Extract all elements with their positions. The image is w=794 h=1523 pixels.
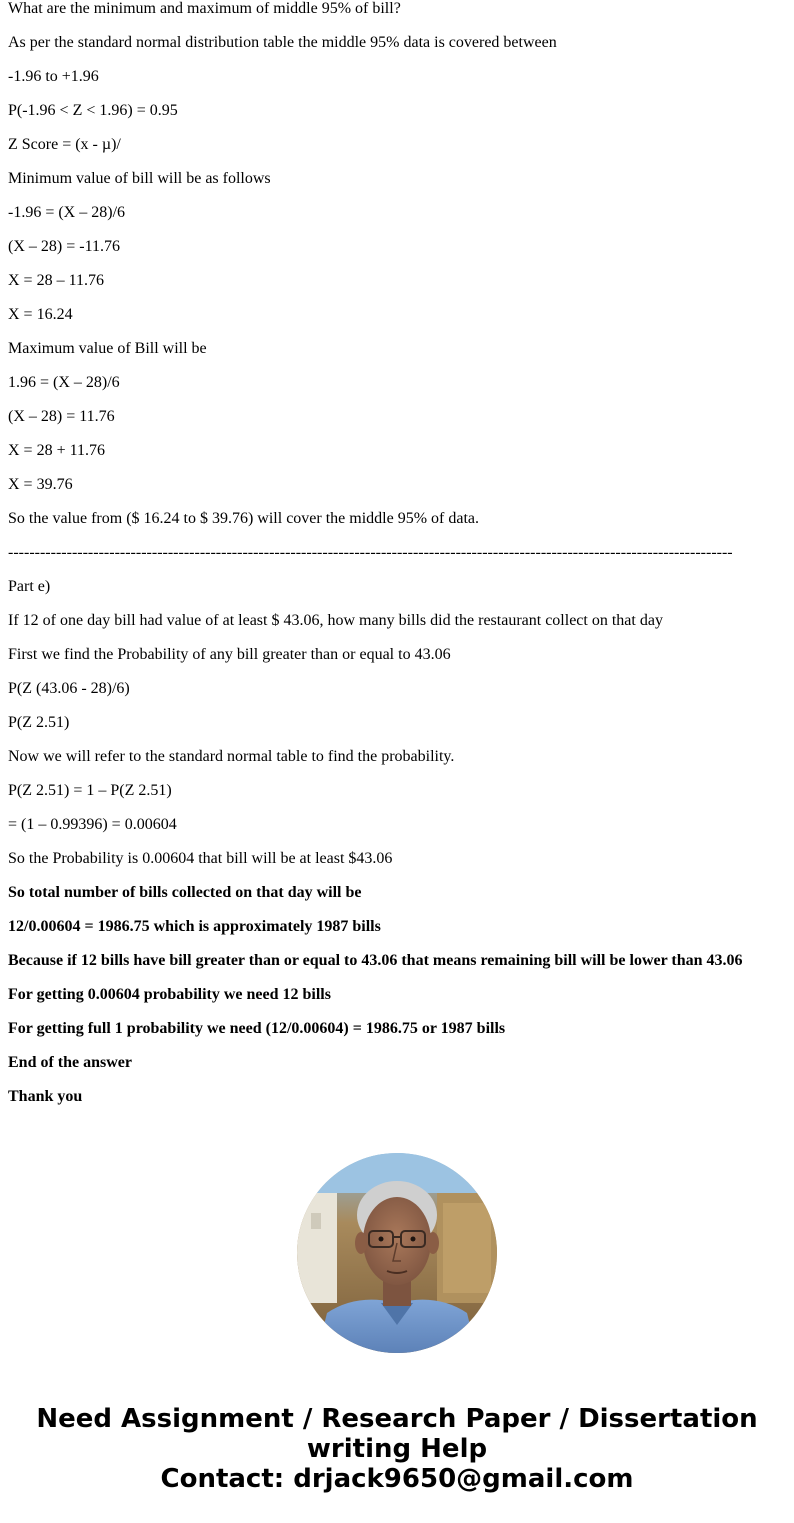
banner-headline: Need Assignment / Research Paper / Dissertation: [36, 1404, 758, 1434]
bold-text-line: 12/0.00604 = 1986.75 which is approximately 1987 bills: [8, 918, 381, 935]
author-photo: [297, 1153, 497, 1353]
divider-line: ----------------------------------------------------------------------------------------------------------------------------------------: [8, 544, 733, 561]
text-line: P(Z 2.51): [8, 714, 70, 731]
question-line: What are the minimum and maximum of middle 95% of bill?: [8, 0, 401, 17]
section-heading: Part e): [8, 578, 51, 595]
text-line: Minimum value of bill will be as follows: [8, 170, 271, 187]
text-line: If 12 of one day bill had value of at least $ 43.06, how many bills did the restaurant collect on that day: [8, 612, 663, 629]
text-line: 1.96 = (X – 28)/6: [8, 374, 120, 391]
text-line: P(-1.96 < Z < 1.96) = 0.95: [8, 102, 178, 119]
text-line: -1.96 to +1.96: [8, 68, 99, 85]
contact-banner: [0, 1404, 794, 1494]
text-line: -1.96 = (X – 28)/6: [8, 204, 126, 221]
text-line: As per the standard normal distribution table the middle 95% data is covered between: [8, 34, 557, 51]
text-line: P(Z 2.51) = 1 – P(Z 2.51): [8, 782, 172, 799]
text-line: (X – 28) = -11.76: [8, 238, 120, 255]
bold-text-line: For getting 0.00604 probability we need 12 bills: [8, 986, 331, 1003]
text-line: X = 28 + 11.76: [8, 442, 106, 459]
end-of-answer: End of the answer: [8, 1054, 133, 1071]
text-line: Now we will refer to the standard normal table to find the probability.: [8, 748, 455, 765]
thank-you: Thank you: [8, 1088, 83, 1105]
contact-email[interactable]: Contact: drjack9650@gmail.com: [160, 1464, 634, 1494]
text-line: = (1 – 0.99396) = 0.00604: [8, 816, 177, 833]
text-line: P(Z (43.06 - 28)/6): [8, 680, 130, 697]
bold-text-line: So total number of bills collected on that day will be: [8, 884, 362, 901]
text-line: X = 39.76: [8, 476, 73, 493]
bold-text-line: Because if 12 bills have bill greater than or equal to 43.06 that means remaining bill will be lower than 43.06: [8, 952, 743, 969]
text-line: So the Probability is 0.00604 that bill will be at least $43.06: [8, 850, 393, 867]
text-line: X = 16.24: [8, 306, 73, 323]
text-line: (X – 28) = 11.76: [8, 408, 115, 425]
text-line: Z Score = (x - µ)/: [8, 136, 121, 153]
text-line: X = 28 – 11.76: [8, 272, 104, 289]
answer-body: [8, 0, 788, 1122]
banner-subline: writing Help: [306, 1434, 488, 1464]
text-line: So the value from ($ 16.24 to $ 39.76) will cover the middle 95% of data.: [8, 510, 480, 527]
text-line: Maximum value of Bill will be: [8, 340, 207, 357]
bold-text-line: For getting full 1 probability we need (12/0.00604) = 1986.75 or 1987 bills: [8, 1020, 506, 1037]
text-line: First we find the Probability of any bill greater than or equal to 43.06: [8, 646, 451, 663]
